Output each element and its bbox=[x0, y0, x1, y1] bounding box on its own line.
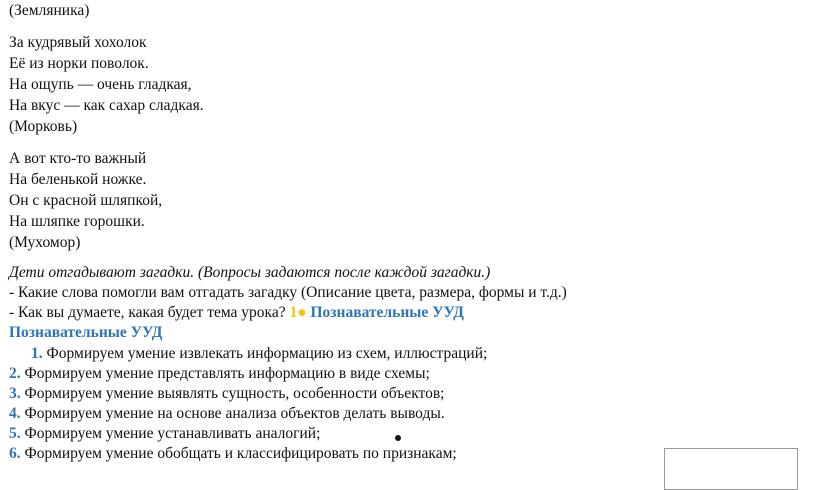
uud-item-text: Формируем умение представлять информацию в виде схемы; bbox=[24, 365, 430, 382]
uud-item bbox=[9, 364, 430, 384]
riddle-line: Он с красной шляпкой, bbox=[9, 192, 163, 209]
uud-item-number: 1. bbox=[31, 345, 43, 362]
riddle-line: А вот кто-то важный bbox=[9, 150, 147, 167]
question-topic bbox=[9, 303, 464, 323]
uud-item-text: Формируем умение извлекать информацию из схем, иллюстраций; bbox=[46, 345, 488, 362]
uud-item bbox=[9, 424, 320, 444]
riddle-line: На беленькой ножке. bbox=[9, 171, 147, 188]
uud-item bbox=[9, 384, 444, 404]
riddle-line: За кудрявый хохолок bbox=[9, 34, 147, 51]
corner-frame bbox=[664, 448, 798, 490]
riddle-line: На ощупь — очень гладкая, bbox=[9, 76, 192, 93]
uud-item-text: Формируем умение выявлять сущность, особенности объектов; bbox=[24, 385, 445, 402]
question-words: - Какие слова помогли вам отгадать загадку (Описание цвета, размера, формы и т.д.) bbox=[9, 284, 567, 301]
uud-item-number: 3. bbox=[9, 385, 21, 402]
uud-item bbox=[9, 444, 457, 464]
uud-item-number: 2. bbox=[9, 365, 21, 382]
uud-item-text: Формируем умение обобщать и классифицировать по признакам; bbox=[24, 445, 457, 462]
activity-intro: Дети отгадывают загадки. (Вопросы задаются после каждой загадки.) bbox=[9, 264, 491, 281]
riddle-answer-toadstool: (Мухомор) bbox=[9, 234, 81, 251]
riddle-answer-carrot: (Морковь) bbox=[9, 118, 78, 135]
riddle-line: Её из норки поволок. bbox=[9, 55, 149, 72]
uud-heading: Познавательные УУД bbox=[9, 324, 163, 341]
bullet-dot-icon bbox=[395, 435, 401, 441]
uud-item-number: 4. bbox=[9, 405, 21, 422]
marker-badge: 1● bbox=[289, 304, 307, 321]
uud-item bbox=[31, 344, 487, 364]
uud-item bbox=[9, 404, 445, 424]
document-page bbox=[9, 0, 809, 472]
uud-item-number: 6. bbox=[9, 445, 21, 462]
uud-inline-label: Познавательные УУД bbox=[310, 304, 464, 321]
uud-item-number: 5. bbox=[9, 425, 21, 442]
uud-item-text: Формируем умение устанавливать аналогий; bbox=[24, 425, 321, 442]
question-topic-text: - Как вы думаете, какая будет тема урока? bbox=[9, 304, 286, 321]
riddle-line: На вкус — как сахар сладкая. bbox=[9, 97, 204, 114]
riddle-answer-strawberry: (Земляника) bbox=[9, 2, 90, 19]
riddle-line: На шляпке горошки. bbox=[9, 213, 145, 230]
uud-item-text: Формируем умение на основе анализа объектов делать выводы. bbox=[24, 405, 445, 422]
